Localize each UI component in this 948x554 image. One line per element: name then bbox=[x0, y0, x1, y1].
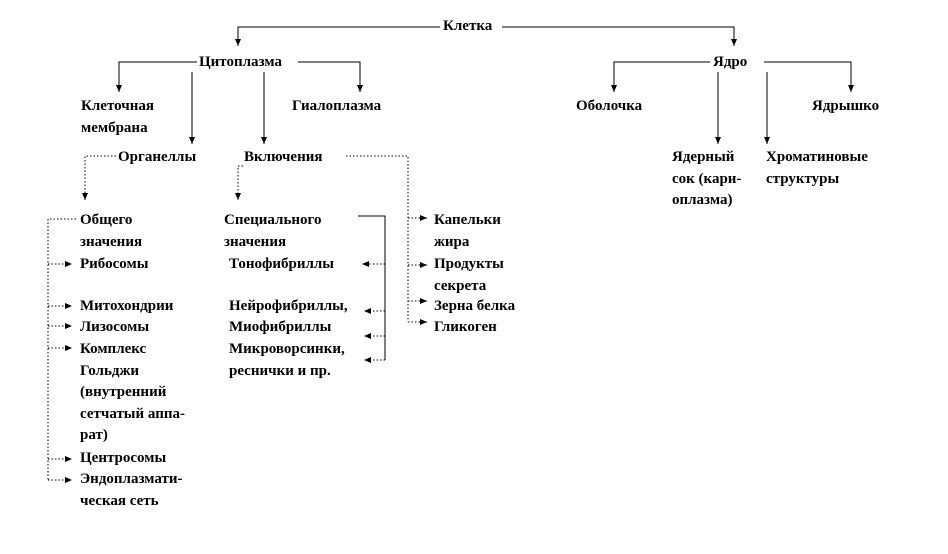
node-cytoplasm: Цитоплазма bbox=[199, 54, 282, 70]
link-inclusions-bracket bbox=[346, 156, 408, 322]
link-cell-nucleus bbox=[502, 27, 734, 46]
organelle-centrosomes: Центросомы bbox=[80, 450, 167, 466]
node-nucleolus: Ядрышко bbox=[812, 98, 880, 114]
link-inclusions-special bbox=[238, 166, 243, 200]
organelle-er: Эндоплазмати- ческая сеть bbox=[80, 471, 183, 509]
inclusion-fat: Капельки жира bbox=[434, 212, 501, 250]
organelle-ribosomes: Рибосомы bbox=[80, 256, 149, 272]
inclusion-glycogen: Гликоген bbox=[434, 319, 497, 335]
link-nucleus-envelope bbox=[614, 62, 710, 92]
inclusion-secretion: Продукты секрета bbox=[434, 256, 504, 294]
organelle-golgi: Комплекс Гольджи (внутренний сетчатый аппа- рат) bbox=[80, 341, 185, 443]
node-cell-membrane: Клеточная мембрана bbox=[81, 98, 154, 136]
link-organelles-general bbox=[85, 156, 116, 200]
organelle-tonofibrils: Тонофибриллы bbox=[229, 256, 335, 272]
organelle-mitochondria: Митохондрии bbox=[80, 298, 174, 314]
node-nucleus: Ядро bbox=[713, 54, 748, 70]
link-cyto-membrane bbox=[119, 62, 197, 92]
node-chromatin: Хроматиновые структуры bbox=[766, 149, 868, 187]
node-inclusions: Включения bbox=[244, 149, 323, 165]
node-general-organelles: Общего значения bbox=[80, 212, 143, 250]
link-cyto-hyaloplasm bbox=[298, 62, 360, 92]
node-nuclear-sap: Ядерный сок (кари- оплазма) bbox=[672, 149, 742, 208]
node-organelles: Органеллы bbox=[118, 149, 197, 165]
node-hyaloplasm: Гиалоплазма bbox=[292, 98, 382, 114]
bracket-special bbox=[358, 216, 385, 360]
link-cell-cytoplasm bbox=[238, 27, 440, 46]
organelle-neurofibrils: Нейрофибриллы, bbox=[229, 298, 348, 314]
organelle-myofibrils: Миофибриллы bbox=[229, 319, 332, 335]
inclusion-protein: Зерна белка bbox=[434, 298, 516, 314]
node-special-organelles: Специального значения bbox=[224, 212, 322, 250]
node-cell: Клетка bbox=[443, 18, 493, 34]
node-nuclear-envelope: Оболочка bbox=[576, 98, 643, 114]
organelle-lysosomes: Лизосомы bbox=[80, 319, 150, 335]
bracket-general bbox=[48, 219, 76, 480]
link-nucleus-nucleolus bbox=[764, 62, 851, 92]
organelle-microvilli: Микроворсинки, реснички и пр. bbox=[229, 341, 345, 379]
